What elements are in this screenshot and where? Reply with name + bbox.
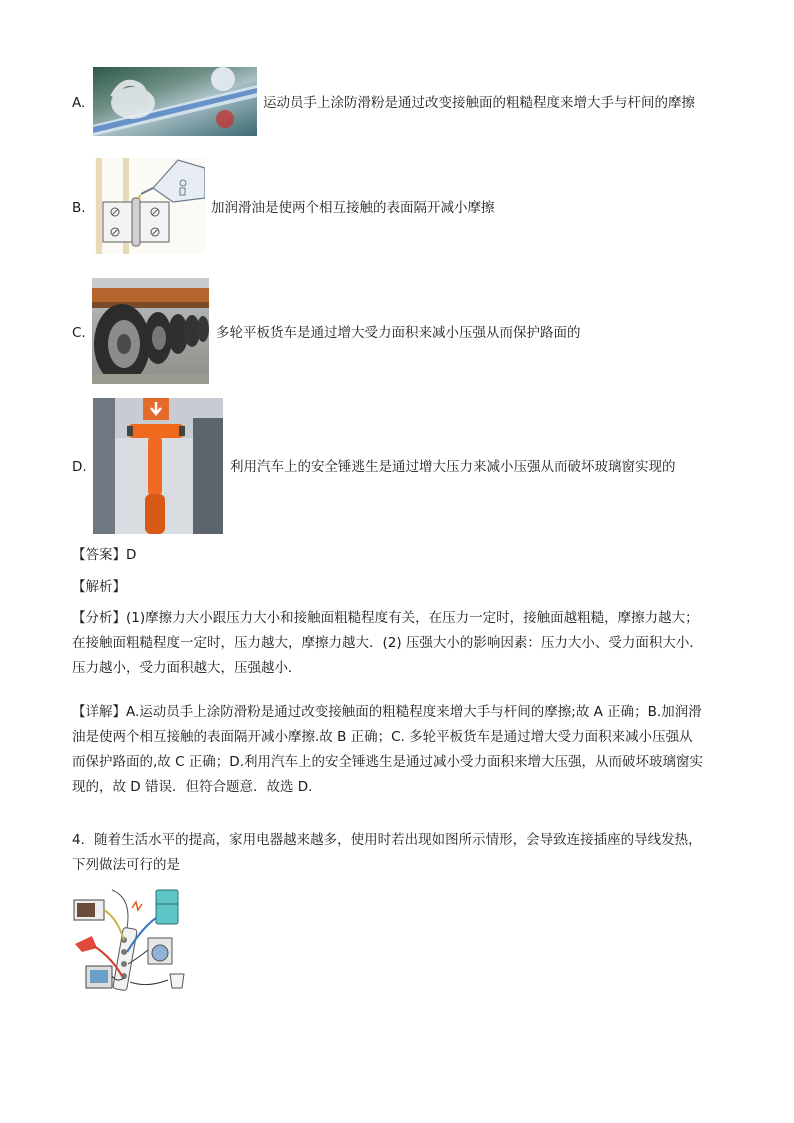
multi-wheel-truck-image [92,278,209,384]
option-b-letter: B. [72,200,86,216]
question-4-line: 下列做法可行的是 [72,857,180,873]
safety-hammer-image [93,398,223,534]
xiangjie-line: 而保护路面的,故 C 正确；D.利用汽车上的安全锤逃生是通过减小受力面积来增大压强，从而破坏玻璃窗实 [72,754,703,770]
fenxi-line: 压力越小，受力面积越大，压强越小． [72,660,302,676]
fenxi-line: 【分析】(1)摩擦力大小跟压力大小和接触面粗糙程度有关，在压力一定时，接触面越粗糙，摩擦力越大； [72,610,699,626]
answer-line: 【答案】D [72,547,137,563]
analysis-xiangjie [72,700,722,800]
xiangjie-line: 【详解】A.运动员手上涂防滑粉是通过改变接触面的粗糙程度来增大手与杆间的摩擦;故 A 正确；B.加润滑 [72,704,702,720]
question-4-line: 4．随着生活水平的提高，家用电器越来越多，使用时若出现如图所示情形，会导致连接插座的导线发热， [72,832,702,848]
analysis-label: 【解析】 [72,579,126,595]
xiangjie-line: 现的，故 D 错误．但符合题意．故选 D. [72,779,313,795]
hinge-oil-can-image [93,158,205,254]
option-b-text: 加润滑油是使两个相互接触的表面隔开减小摩擦 [211,200,495,216]
option-c-text: 多轮平板货车是通过增大受力面积来减小压强从而保护路面的 [216,325,581,341]
option-d-text: 利用汽车上的安全锤逃生是通过增大压力来减小压强从而破坏玻璃窗实现的 [230,459,676,475]
overloaded-power-strip-image [72,888,192,1003]
gymnast-hand-on-bar-image [93,67,257,136]
xiangjie-line: 油是使两个相互接触的表面隔开减小摩擦.故 B 正确；C. 多轮平板货车是通过增大受力面积来减小压强从 [72,729,693,745]
question-4 [72,828,722,878]
fenxi-line: 在接触面粗糙程度一定时，压力越大，摩擦力越大．(2) 压强大小的影响因素：压力大小、受力面积大小． [72,635,703,651]
option-c-letter: C. [72,325,86,341]
option-d-letter: D. [72,459,87,475]
option-a-text: 运动员手上涂防滑粉是通过改变接触面的粗糙程度来增大手与杆间的摩擦 [263,95,695,111]
analysis-fenxi [72,606,722,681]
option-a-letter: A. [72,95,86,111]
